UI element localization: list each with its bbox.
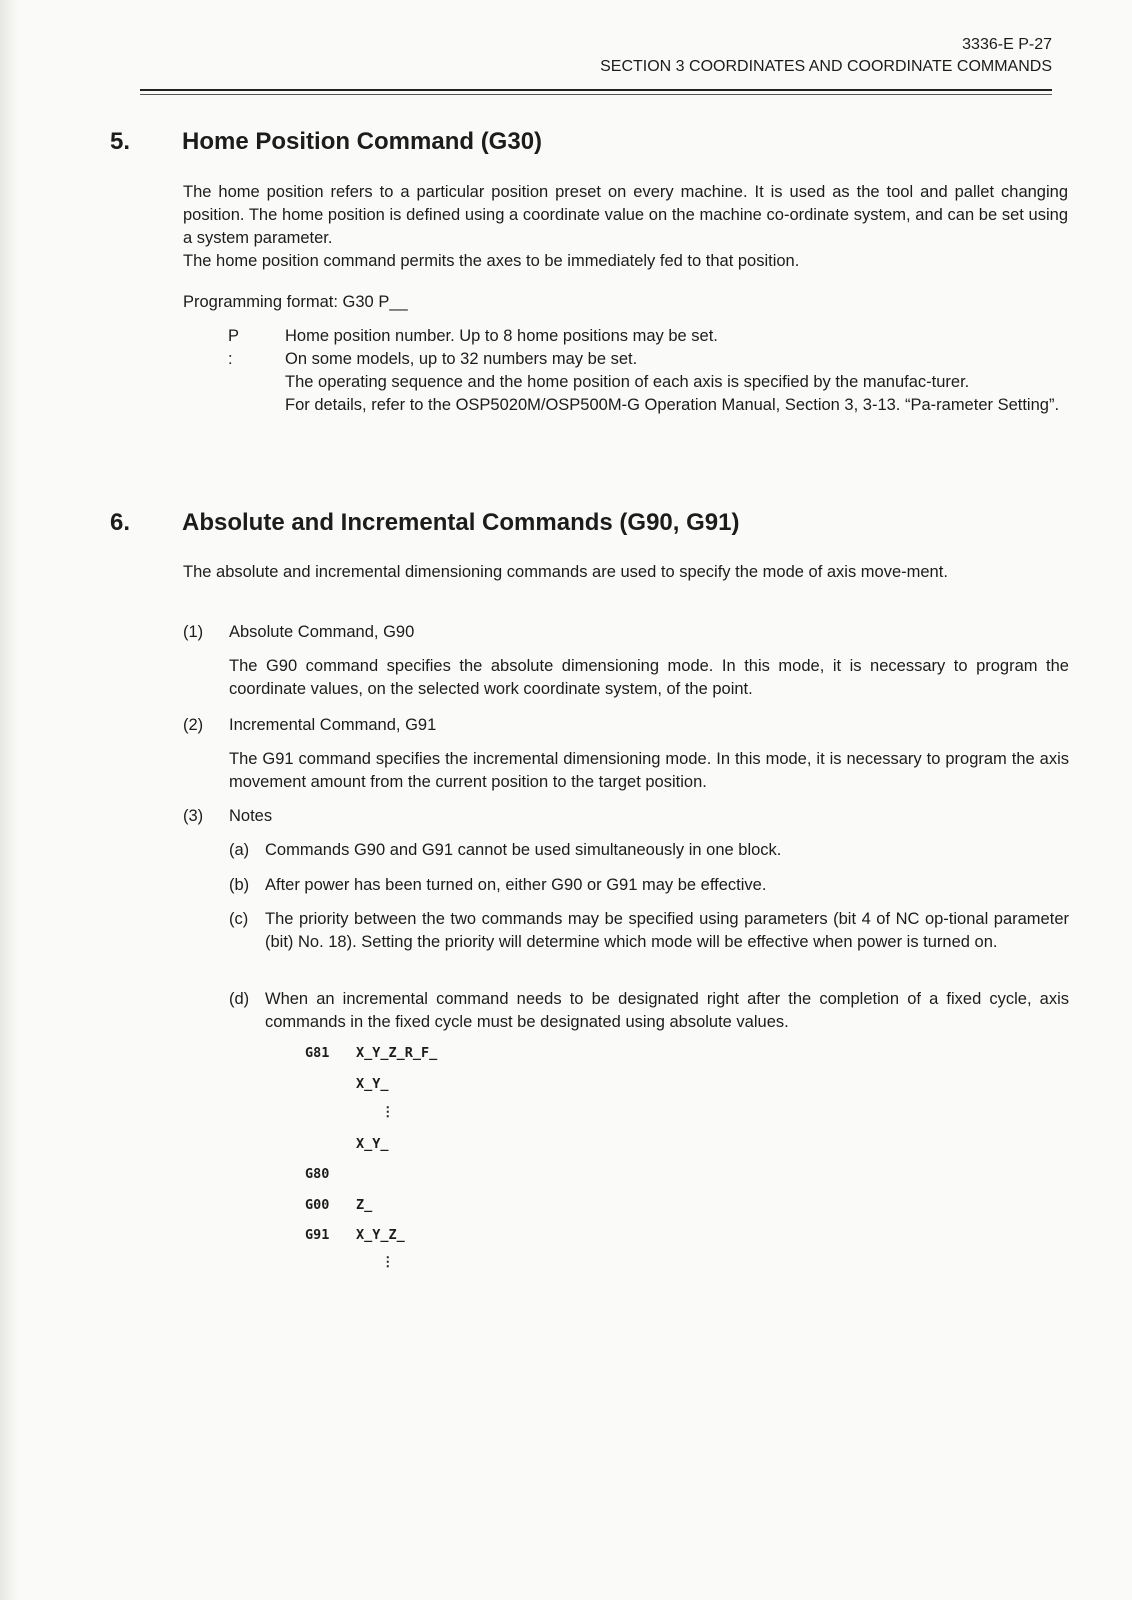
parameter-p-label: P : [228, 327, 239, 368]
item-3-heading [183, 805, 272, 828]
code-line-8-ellipsis: ⋮ [381, 1254, 395, 1270]
note-d-label: (d) [229, 990, 250, 1008]
code-line-2-args: X_Y_ [356, 1076, 389, 1092]
code-line-5-code: G80 [305, 1166, 330, 1182]
item-2-body: The G91 command specifies the incremental dimensioning mode. In this mode, it is necessary to program the axis movement amount from the current position to the target position. [229, 750, 1069, 791]
section-6-title: Absolute and Incremental Commands (G90, G91) [182, 509, 740, 536]
item-2-title: Incremental Command, G91 [229, 716, 437, 734]
section-6-intro [183, 561, 1068, 584]
code-line-6-args: Z_ [356, 1197, 373, 1213]
item-1-number: (1) [183, 623, 204, 641]
item-2-heading [183, 714, 436, 737]
header-rule-thin [140, 94, 1052, 95]
item-1-body: The G90 command specifies the absolute dimensioning mode. In this mode, it is necessary to program the coordinate values, on the selected work coordinate system, of the point. [229, 657, 1069, 698]
section-5-intro-para-2: The home position command permits the axes to be immediately fed to that position. [183, 252, 800, 270]
code-line-1-args: X_Y_Z_R_F_ [356, 1045, 438, 1061]
param-line-3: The operating sequence and the home position of each axis is specified by the manufac-turer. [285, 373, 970, 391]
section-6-intro-text: The absolute and incremental dimensioning commands are used to specify the mode of axis move-ment. [183, 563, 948, 581]
section-6-heading [110, 508, 739, 538]
note-a-label: (a) [229, 841, 250, 859]
item-3-title: Notes [229, 807, 273, 825]
code-line-3-ellipsis: ⋮ [381, 1104, 395, 1120]
section-5-intro [183, 181, 1068, 273]
section-6-number: 6. [110, 509, 131, 536]
scan-edge-shadow [0, 0, 18, 1600]
section-5-heading [110, 127, 542, 157]
note-c-label: (c) [229, 910, 249, 928]
code-line-1-code: G81 [305, 1045, 330, 1061]
item-2-number: (2) [183, 716, 204, 734]
section-header-title: SECTION 3 COORDINATES AND COORDINATE COMMANDS [600, 58, 1052, 75]
item-1-heading [183, 621, 414, 644]
note-b-label: (b) [229, 876, 250, 894]
parameter-p-body [285, 325, 1067, 417]
item-1-title: Absolute Command, G90 [229, 623, 415, 641]
section-5-intro-para-1: The home position refers to a particular position preset on every machine. It is used as the tool and pallet changing position. The home position is defined using a coordinate value on the machine co-ordinate system, and can be set using a system parameter. [183, 183, 1068, 247]
section-5-title: Home Position Command (G30) [182, 128, 543, 155]
note-d-text: When an incremental command needs to be designated right after the completion of a fixed cycle, axis commands in the fixed cycle must be designated using absolute values. [265, 990, 1069, 1031]
header-rule-thick [140, 89, 1052, 91]
page-header [600, 34, 1052, 78]
programming-format [183, 291, 1068, 314]
param-line-2: On some models, up to 32 numbers may be set. [285, 350, 638, 368]
page-reference: 3336-E P-27 [962, 36, 1052, 53]
code-line-4-args: X_Y_ [356, 1136, 389, 1152]
param-line-4: For details, refer to the OSP5020M/OSP500M-G Operation Manual, Section 3, 3-13. “Pa-rameter Setting”. [285, 396, 1060, 414]
note-a-text: Commands G90 and G91 cannot be used simultaneously in one block. [265, 841, 782, 859]
item-3-number: (3) [183, 807, 204, 825]
note-b-text: After power has been turned on, either G90 or G91 may be effective. [265, 876, 767, 894]
code-line-7-code: G91 [305, 1227, 330, 1243]
code-line-6-code: G00 [305, 1197, 330, 1213]
programming-format-text: Programming format: G30 P__ [183, 293, 408, 311]
section-5-number: 5. [110, 128, 131, 155]
note-c-text: The priority between the two commands may be specified using parameters (bit 4 of NC op-tional parameter (bit) No. 18). Setting the priority will determine which mode will be effective when power is turned on. [265, 910, 1069, 951]
param-line-1: Home position number. Up to 8 home positions may be set. [285, 327, 718, 345]
code-line-7-args: X_Y_Z_ [356, 1227, 405, 1243]
